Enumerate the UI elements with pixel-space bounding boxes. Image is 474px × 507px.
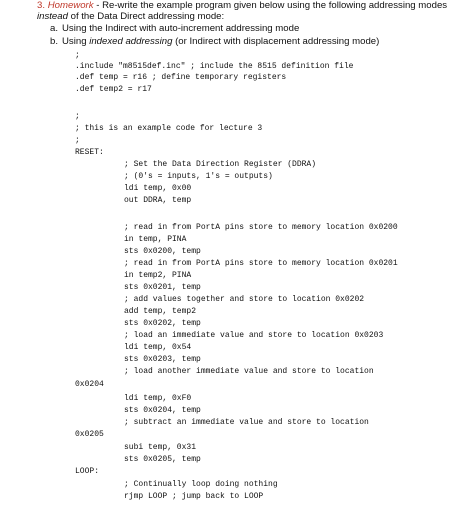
option-text: Using the Indirect with auto-increment addressing mode [62,23,300,34]
code-comment: ; this is an example code for lecture 3 [75,124,263,133]
option-text: Using [62,36,90,47]
heading-line-2 [37,11,467,22]
code-instruction: sts 0x0203, temp [124,355,201,364]
code-instruction: add temp, temp2 [124,307,197,316]
code-instruction: ldi temp, 0x00 [124,184,192,193]
code-instruction: out DDRA, temp [124,196,192,205]
code-comment: ; (0's = inputs, 1's = outputs) [124,172,273,181]
option-b [50,36,462,47]
code-def: .def temp = r16 ; define temporary registers [75,73,287,82]
homework-heading [37,0,467,22]
code-comment: ; add values together and store to location 0x0202 [124,295,365,304]
code-instruction: sts 0x0202, temp [124,319,201,328]
code-instruction: sts 0x0205, temp [124,455,201,464]
option-emphasis: indexed addressing [89,36,173,47]
code-comment: ; read in from PortA pins store to memory location 0x0200 [124,223,398,232]
code-comment: ; [75,112,80,121]
code-comment: ; [75,51,80,60]
code-comment-wrap: 0x0205 [75,430,104,439]
code-label: LOOP: [75,467,100,476]
code-include: .include "m8515def.inc" ; include the 8515 definition file [75,62,354,71]
homework-label: Homework [47,0,94,11]
code-def: .def temp2 = r17 [75,85,152,94]
heading-text-2: of the Data Direct addressing mode: [67,11,225,22]
code-instruction: rjmp LOOP ; jump back to LOOP [124,492,264,501]
heading-text: - Re-write the example program given below using the following addressing modes [93,0,448,11]
code-comment: ; subtract an immediate value and store to location [124,418,369,427]
code-comment: ; read in from PortA pins store to memory location 0x0201 [124,259,398,268]
code-instruction: in temp2, PINA [124,271,192,280]
option-text-rest: (or Indirect with displacement addressing mode) [172,36,380,47]
code-comment: ; Continually loop doing nothing [124,480,278,489]
code-comment-wrap: 0x0204 [75,380,104,389]
code-instruction: ldi temp, 0x54 [124,343,192,352]
code-comment: ; [75,136,80,145]
item-number: 3. [37,0,46,11]
heading-emphasis: instead [37,11,68,22]
option-letter: b. [50,36,59,47]
code-instruction: ldi temp, 0xF0 [124,394,192,403]
code-label: RESET: [75,148,104,157]
code-instruction: sts 0x0200, temp [124,247,201,256]
code-instruction: sts 0x0204, temp [124,406,201,415]
option-letter: a. [50,23,59,34]
code-instruction: sts 0x0201, temp [124,283,201,292]
code-instruction: in temp, PINA [124,235,187,244]
code-comment: ; Set the Data Direction Register (DDRA) [124,160,317,169]
code-comment: ; load an immediate value and store to location 0x0203 [124,331,384,340]
heading-line-1 [37,0,467,11]
code-comment: ; load another immediate value and store to location [124,367,374,376]
option-a [50,23,462,34]
code-instruction: subi temp, 0x31 [124,443,197,452]
